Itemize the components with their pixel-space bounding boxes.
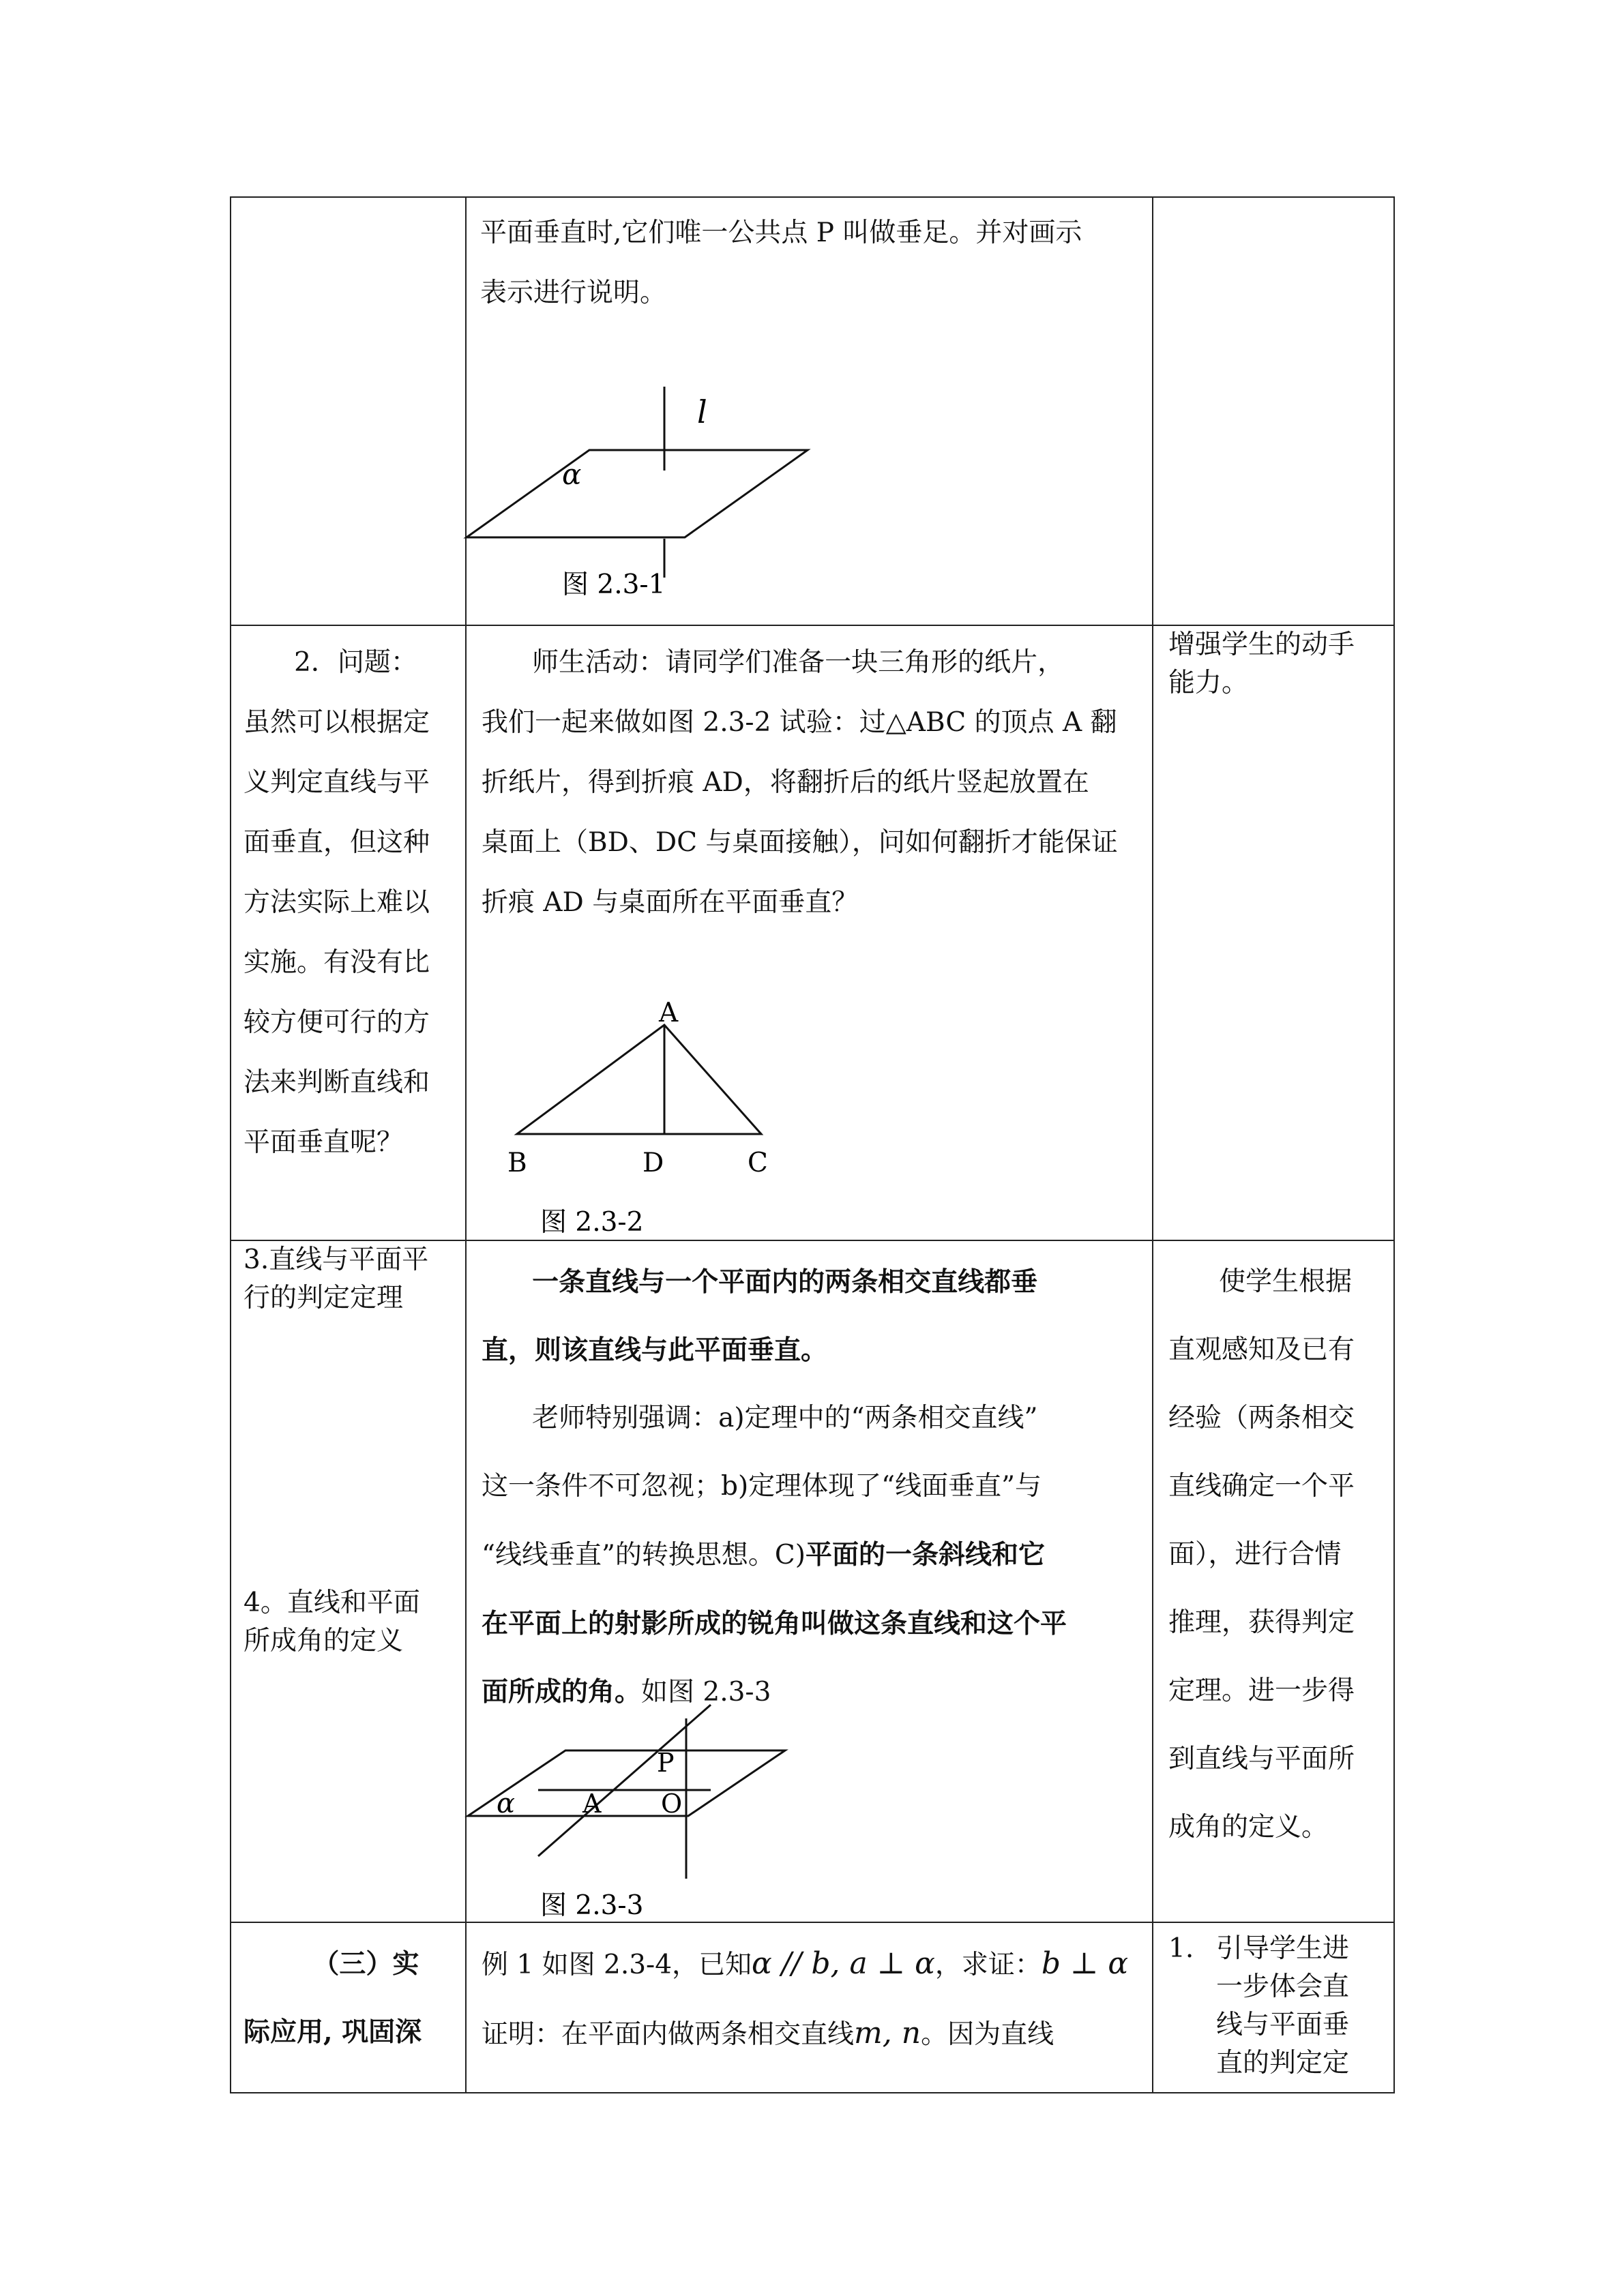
text-line: 引导学生进 (1216, 1933, 1350, 1964)
row1-middle-cell (466, 197, 1153, 625)
text-span: “线线垂直”的转换思想。C) (482, 1540, 806, 1570)
text-line: 经验（两条相交 (1168, 1403, 1355, 1433)
section-title: （三）实 (312, 1948, 419, 1980)
label-o: O (661, 1789, 683, 1819)
question-title: 2．问题： (294, 647, 417, 678)
label-a: A (659, 998, 679, 1028)
text-line: 面垂直，但这种 (243, 827, 430, 858)
text-line: 表示进行说明。 (480, 278, 667, 308)
row2-right-cell (1153, 625, 1394, 1240)
row4-right-cell (1153, 1922, 1394, 2093)
table-row (231, 625, 1394, 1240)
list-number: 1. (1168, 1933, 1194, 1964)
text-line: 我们一起来做如图 2.3-2 试验：过△ABC 的顶点 A 翻 (482, 707, 1117, 738)
text-line: 增强学生的动手 (1168, 629, 1355, 660)
plane-alpha (467, 450, 808, 537)
text-line: 直线确定一个平 (1168, 1471, 1355, 1502)
section-title: 际应用, 巩固深 (243, 2016, 422, 2048)
definition-line: 在平面上的射影所成的锐角叫做这条直线和这个平 (482, 1608, 1067, 1639)
text-line: 平面垂直呢？ (243, 1127, 404, 1158)
table-row (231, 197, 1394, 625)
theorem-line: 一条直线与一个平面内的两条相交直线都垂 (532, 1266, 1038, 1298)
math-expression: b ⊥ α (1041, 1946, 1129, 1981)
text-line: 面），进行合情 (1168, 1539, 1342, 1570)
text-line: 能力。 (1168, 668, 1249, 698)
text-span: ，求证： (934, 1950, 1042, 1980)
text-line: 定理。进一步得 (1168, 1675, 1355, 1706)
text-line: 到直线与平面所 (1168, 1744, 1355, 1774)
definition-span: 面所成的角。 (482, 1676, 642, 1708)
theorem-line: 直，则该直线与此平面垂直。 (482, 1335, 828, 1366)
text-line: 线与平面垂 (1216, 2010, 1350, 2040)
line-label-l: l (697, 393, 707, 430)
text-line: 平面垂直时,它们唯一公共点 P 叫做垂足。并对画示 (480, 218, 1082, 248)
text-line: 桌面上（BD、DC 与桌面接触），问如何翻折才能保证 (482, 827, 1118, 858)
example-line (482, 1930, 1142, 1999)
math-expression: α // b, a ⊥ α (752, 1946, 935, 1981)
text-line: 这一条件不可忽视；b)定理体现了“线面垂直”与 (482, 1471, 1042, 1502)
text-line: 方法实际上难以 (243, 887, 430, 918)
label-p: P (657, 1748, 675, 1778)
text-line: 使学生根据 (1219, 1266, 1353, 1297)
text-span: 。因为直线 (921, 2019, 1054, 2050)
lesson-plan-table (230, 196, 1395, 2093)
row2-middle-cell (466, 625, 1153, 1240)
row3-middle-cell (466, 1240, 1153, 1922)
text-line: 3.直线与平面平 (243, 1244, 429, 1275)
table-row (231, 1922, 1394, 2093)
text-line: 师生活动：请同学们准备一块三角形的纸片， (532, 647, 1065, 678)
math-expression: m, n (854, 2016, 921, 2051)
text-line: 虽然可以根据定 (243, 707, 430, 738)
figure-2-3-1 (467, 198, 1153, 626)
row1-right-cell (1153, 197, 1394, 625)
figure-caption: 图 2.3-2 (540, 1207, 644, 1238)
text-line: 直的判定定 (1216, 2048, 1350, 2078)
text-line: 较方便可行的方 (243, 1007, 430, 1038)
text-line: 折纸片，得到折痕 AD，将翻折后的纸片竖起放置在 (482, 767, 1089, 798)
text-line: 义判定直线与平 (243, 767, 430, 798)
triangle-abc (517, 1025, 761, 1134)
figure-caption: 图 2.3-3 (540, 1890, 644, 1921)
row1-left-cell (231, 197, 466, 625)
text-span: 如图 2.3-3 (641, 1677, 771, 1708)
label-a: A (582, 1789, 602, 1819)
figure-caption: 图 2.3-1 (562, 569, 666, 600)
figure-2-3-2 (467, 626, 1153, 1241)
row3-left-cell (231, 1240, 466, 1922)
text-span: 证明：在平面内做两条相交直线 (482, 2019, 855, 2050)
text-line: 4。直线和平面 (243, 1587, 420, 1618)
label-b: B (507, 1148, 527, 1178)
row2-left-cell (231, 625, 466, 1240)
row3-right-cell (1153, 1240, 1394, 1922)
oblique-line (538, 1705, 711, 1856)
proof-line (482, 1999, 1142, 2069)
row4-left-cell (231, 1922, 466, 2093)
figure-2-3-3 (467, 1241, 1153, 1923)
text-line: 一步体会直 (1216, 1971, 1350, 2002)
text-line: 所成角的定义 (243, 1626, 404, 1656)
text-line: 老师特别强调：a)定理中的“两条相交直线” (532, 1403, 1038, 1433)
text-line: 折痕 AD 与桌面所在平面垂直？ (482, 887, 859, 918)
text-line: 推理，获得判定 (1168, 1607, 1355, 1638)
definition-span: 平面的一条斜线和它 (805, 1539, 1045, 1570)
label-d: D (643, 1148, 664, 1178)
text-line: 行的判定定理 (243, 1283, 404, 1313)
label-c: C (748, 1148, 768, 1178)
text-span: 例 1 如图 2.3-4，已知 (482, 1950, 752, 1980)
plane-label-alpha: α (562, 458, 582, 491)
text-line: 直观感知及已有 (1168, 1335, 1355, 1365)
plane-alpha (468, 1750, 785, 1816)
text-line: 成角的定义。 (1168, 1812, 1329, 1843)
row4-middle-cell (466, 1922, 1153, 2093)
text-line: 实施。有没有比 (243, 947, 430, 978)
label-alpha: α (497, 1788, 516, 1819)
text-line: 法来判断直线和 (243, 1067, 430, 1098)
table-row (231, 1240, 1394, 1922)
